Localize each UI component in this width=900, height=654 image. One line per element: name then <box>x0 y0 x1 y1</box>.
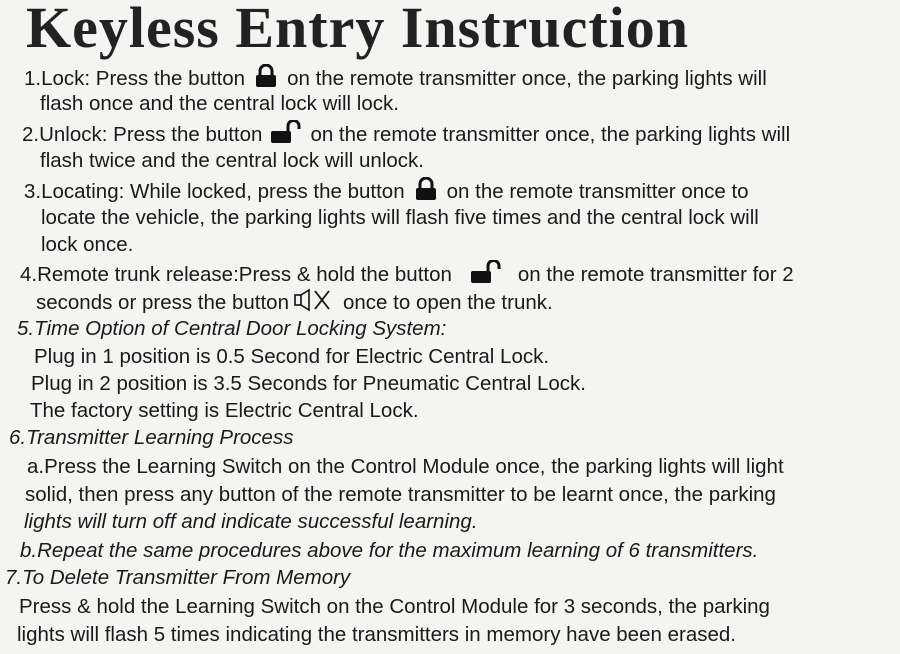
lock-icon <box>251 64 281 88</box>
time-option-line-1: Plug in 1 position is 0.5 Second for Electric Central Lock. <box>34 345 550 368</box>
trunk-line-2: seconds or press the button once to open the trunk. <box>36 288 553 316</box>
unlock-line-2: flash twice and the central lock will unlock. <box>40 149 424 172</box>
unlock-line-1: 2.Unlock: Press the button on the remote transmitter once, the parking lights will <box>22 120 790 148</box>
locating-line-1: 3.Locating: While locked, press the button on the remote transmitter once to <box>24 177 749 205</box>
time-option-heading: 5.Time Option of Central Door Locking System: <box>17 317 447 340</box>
learning-heading: 6.Transmitter Learning Process <box>9 426 294 449</box>
delete-line-1: Press & hold the Learning Switch on the Control Module for 3 seconds, the parking <box>19 595 770 618</box>
time-option-line-2: Plug in 2 position is 3.5 Seconds for Pneumatic Central Lock. <box>31 372 586 395</box>
page-title: Keyless Entry Instruction <box>26 0 689 60</box>
trunk-icon <box>293 288 333 312</box>
learning-line-a2: solid, then press any button of the remote transmitter to be learnt once, the parking <box>25 483 776 506</box>
trunk-line-1: 4.Remote trunk release:Press & hold the button on the remote transmitter for 2 <box>20 260 794 288</box>
lock-line-2: flash once and the central lock will lock. <box>40 92 399 115</box>
locating-line-3: lock once. <box>41 233 134 256</box>
time-option-line-3: The factory setting is Electric Central Lock. <box>30 399 419 422</box>
unlock-icon <box>468 260 504 284</box>
lock-icon <box>411 177 441 201</box>
learning-line-a3: lights will turn off and indicate successful learning. <box>24 510 478 533</box>
delete-line-2: lights will flash 5 times indicating the transmitters in memory have been erased. <box>17 623 736 646</box>
unlock-icon <box>268 120 304 144</box>
locating-line-2: locate the vehicle, the parking lights will flash five times and the central lock will <box>41 206 759 229</box>
learning-line-b1: b.Repeat the same procedures above for the maximum learning of 6 transmitters. <box>20 539 759 562</box>
delete-heading: 7.To Delete Transmitter From Memory <box>5 566 351 589</box>
lock-line-1: 1.Lock: Press the button on the remote transmitter once, the parking lights will <box>24 64 767 92</box>
learning-line-a1: a.Press the Learning Switch on the Control Module once, the parking lights will light <box>27 455 784 478</box>
